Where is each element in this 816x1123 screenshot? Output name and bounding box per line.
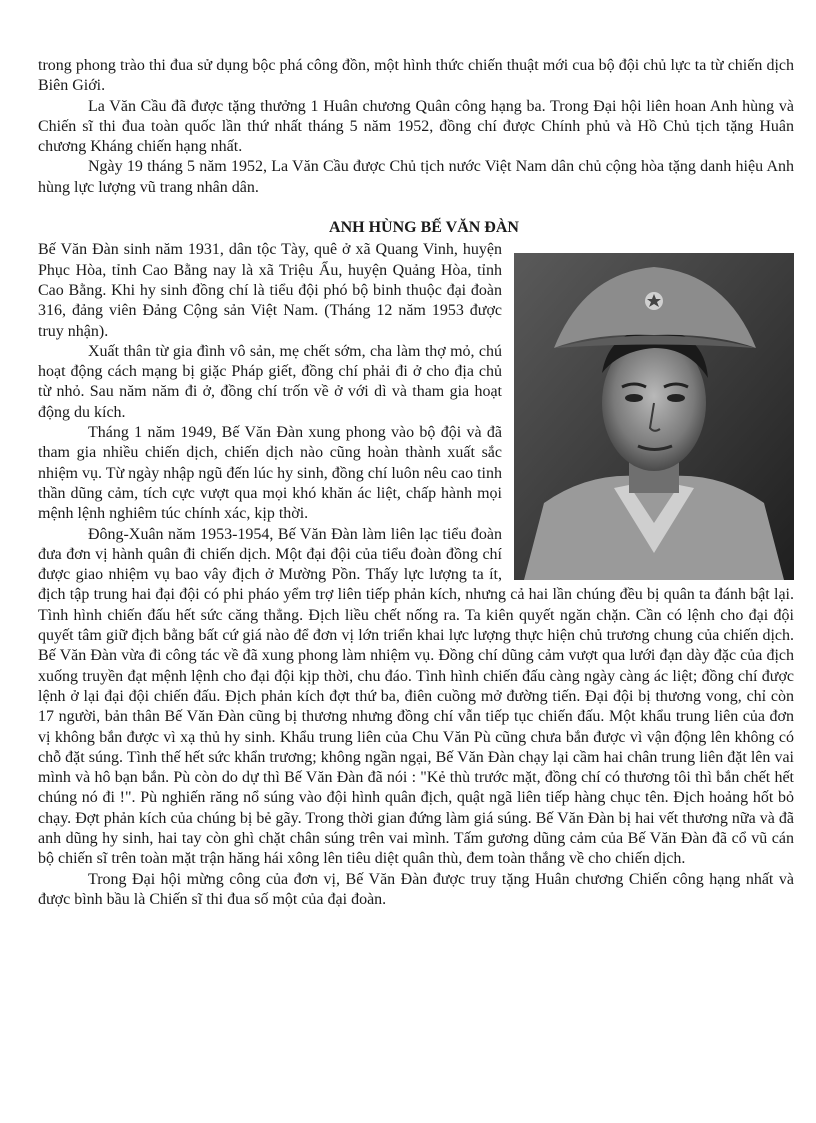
intro-paragraph-3: Ngày 19 tháng 5 năm 1952, La Văn Cầu được Chủ tịch nước Việt Nam dân chủ cộng hòa tặng danh hiệu Anh hùng lực lượng vũ trang nhân dân. — [38, 158, 794, 196]
intro-paragraph-2: La Văn Cầu đã được tặng thưởng 1 Huân chương Quân công hạng ba. Trong Đại hội liên hoan Anh hùng và Chiến sĩ thi đua toàn quốc lần thứ nhất tháng 5 năm 1952, đồng chí được Chính phủ và Hồ Chủ tịch tặng Huân chương Kháng chiến hạng nhất. — [38, 97, 794, 156]
document-page — [38, 56, 794, 910]
bio-paragraph-4: Đông-Xuân năm 1953-1954, Bế Văn Đàn làm liên lạc tiểu đoàn đưa đơn vị hành quân đi chiến dịch. Một đại đội của tiểu đoàn đồng chí được giao nhiệm vụ bao vây địch ở Mường Pồn. Thấy lực lượng ta ít, địch tập trung hai đại đội có phi pháo yểm trợ liên tiếp phản kích, nhưng cả hai lần chúng đều bị quân ta đánh bật lại. Tình hình chiến đấu hết sức căng thẳng. Địch liều chết nống ra. Ta kiên quyết ngăn chặn. Cần có lệnh cho đại đội quyết tâm giữ địch bằng bất cứ giá nào để đơn vị lớn triển khai lực lượng thực hiện chủ trương chung của chiến dịch. Bế Văn Đàn vừa đi công tác về đã xung phong làm nhiệm vụ. Đồng chí dũng cảm vượt qua lưới đạn dày đặc của địch xuống truyền đạt mệnh lệnh cho đại đội kịp thời, chu đáo. Tình hình chiến đấu càng ngày càng ác liệt; đồng chí được lệnh ở lại đại đội chiến đấu. Địch phản kích đợt thứ ba, điên cuồng mở đường tiến. Đại đội bị thương vong, chỉ còn 17 người, bản thân Bế Văn Đàn cũng bị thương nhưng đồng chí vẫn tiếp tục chiến đấu. Một khẩu trung liên của đơn vị không bắn được vì xạ thủ hy sinh. Khẩu trung liên của Chu Văn Pù cũng chưa bắn được vì vận động lên không có chỗ đặt súng. Tình thế hết sức khẩn trương; không ngần ngại, Bế Văn Đàn chạy lại cầm hai chân trung liên đặt lên vai mình và hô bạn bắn. Pù còn do dự thì Bế Văn Đàn đã nói : "Kẻ thù trước mặt, đồng chí có thương tôi thì bắn chết hết chúng nó đi !". Pù nghiến răng nổ súng vào đội hình quân địch, quật ngã liên tiếp hàng chục tên. Địch hoảng hốt bỏ chạy. Đợt phản kích của chúng bị bẻ gãy. Trong thời gian đứng làm giá súng. Bế Văn Đàn bị hai vết thương nữa và đã anh dũng hy sinh, hai tay còn ghì chặt chân súng trên vai mình. Tấm gương dũng cảm của Bế Văn Đàn đã cổ vũ cán bộ chiến sĩ trên toàn mặt trận hăng hái xông lên tiêu diệt quân thù, đem toàn thắng về cho chiến dịch. — [38, 525, 794, 868]
bio-paragraph-5: Trong Đại hội mừng công của đơn vị, Bế Văn Đàn được truy tặng Huân chương Chiến công hạng nhất và được bình bầu là Chiến sĩ thi đua số một của đại đoàn. — [38, 870, 794, 908]
bio-paragraph-2: Xuất thân từ gia đình vô sản, mẹ chết sớm, cha làm thợ mỏ, chú hoạt động cách mạng bị giặc Pháp giết, đồng chí phải đi ở cho địa chủ từ nhỏ. Sau năm năm đi ở, đồng chí trốn về ở với dì và tham gia hoạt động du kích. — [38, 342, 502, 421]
intro-paragraph-1: trong phong trào thi đua sử dụng bộc phá công đồn, một hình thức chiến thuật mới cua bộ đội chủ lực ta từ chiến dịch Biên Giới. — [38, 57, 794, 95]
bio-paragraph-3: Tháng 1 năm 1949, Bế Văn Đàn xung phong vào bộ đội và đã tham gia nhiều chiến dịch, chiến dịch nào cũng hoàn thành xuất sắc nhiệm vụ. Từ ngày nhập ngũ đến lúc hy sinh, đồng chí luôn nêu cao tinh thần dũng cảm, tích cực vượt qua mọi khó khăn ác liệt, chấp hành mọi mệnh lệnh nghiêm túc chính xác, kịp thời. — [38, 424, 502, 523]
section-title: ANH HÙNG BẾ VĂN ĐÀN — [329, 219, 519, 237]
portrait-photo — [514, 253, 794, 580]
bio-paragraph-1: Bế Văn Đàn sinh năm 1931, dân tộc Tày, quê ở xã Quang Vinh, huyện Phục Hòa, tỉnh Cao Bằng nay là xã Triệu Ẩu, huyện Quảng Hòa, tỉnh Cao Bằng. Khi hy sinh đồng chí là tiểu đội phó bộ binh thuộc đại đoàn 316, đảng viên Đảng Cộng sản Việt Nam. (Tháng 12 năm 1953 được truy nhận). — [38, 241, 502, 340]
